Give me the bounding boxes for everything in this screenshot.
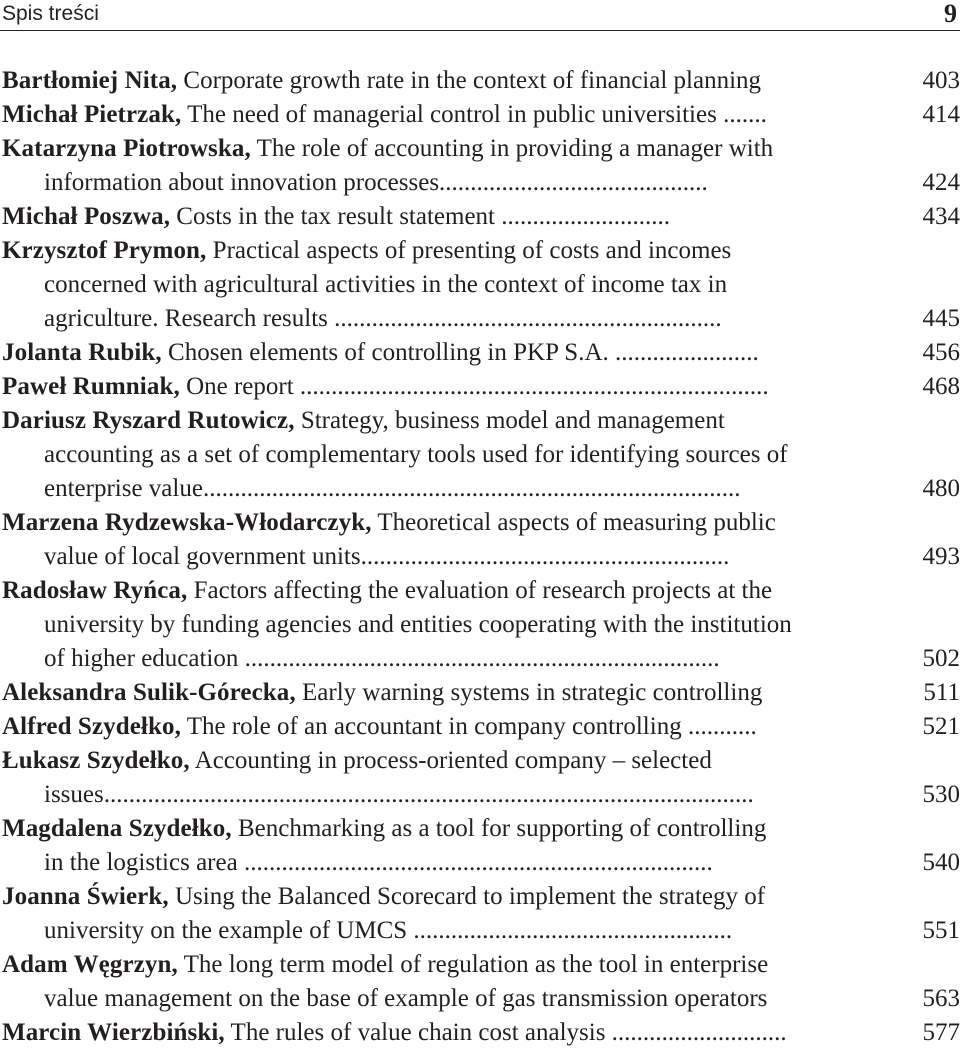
toc-page-number: 563 [922, 985, 960, 1012]
toc-title-text: The role of accounting in providing a manager with [250, 135, 774, 162]
toc-title-text: accounting as a set of complementary tools used for identifying sources of [44, 441, 788, 468]
toc-page-number: 540 [922, 849, 960, 876]
toc-entry-line [2, 438, 888, 472]
toc-entry-line [2, 370, 888, 404]
toc-entry-line [2, 744, 888, 778]
toc-author: Aleksandra Sulik-Górecka, [2, 679, 296, 706]
toc-title-text: university by funding agencies and entities cooperating with the institution [44, 611, 792, 638]
toc-entry[interactable] [2, 710, 960, 744]
toc-entry[interactable] [2, 880, 960, 948]
toc-page-number: 424 [922, 169, 960, 196]
toc-author: Michał Poszwa, [2, 203, 171, 230]
toc-title-text: value management on the base of example of gas transmission operators [44, 985, 768, 1012]
toc-entry-line [2, 268, 888, 302]
toc-page-number: 456 [922, 339, 960, 366]
toc-page-number: 414 [922, 101, 960, 128]
toc-title-text: university on the example of UMCS ................................................... [44, 917, 733, 944]
toc-entry[interactable] [2, 506, 960, 574]
header-page-number: 9 [944, 0, 957, 28]
toc-entry-line [2, 404, 888, 438]
toc-title-text: Corporate growth rate in the context of financial planning [177, 67, 762, 94]
toc-title-text: One report ........................................................................... [179, 373, 769, 400]
toc-entry-line [2, 676, 888, 710]
toc-entry-line [2, 336, 888, 370]
toc-entry[interactable] [2, 574, 960, 676]
toc-entry-line [2, 540, 888, 574]
toc-entry-line [2, 710, 888, 744]
toc-entry-line [2, 846, 888, 880]
toc-author: Jolanta Rubik, [2, 339, 162, 366]
toc-entry-line [2, 574, 888, 608]
toc-title-text: Accounting in process-oriented company – selected [189, 747, 712, 774]
toc-author: Dariusz Ryszard Rutowicz, [2, 407, 295, 434]
toc-title-text: in the logistics area ........................................................................... [44, 849, 713, 876]
toc-page-number: 434 [922, 203, 960, 230]
table-of-contents [2, 64, 960, 1050]
toc-entry-line [2, 948, 888, 982]
toc-page-number: 521 [922, 713, 960, 740]
toc-author: Michał Pietrzak, [2, 101, 182, 128]
toc-title-text: of higher education ............................................................................ [44, 645, 720, 672]
toc-page-number: 551 [922, 917, 960, 944]
toc-entry-line [2, 812, 888, 846]
toc-title-text: Benchmarking as a tool for supporting of controlling [231, 815, 767, 842]
toc-entry-line [2, 982, 888, 1016]
toc-entry[interactable] [2, 404, 960, 506]
toc-entry[interactable] [2, 370, 960, 404]
toc-author: Marcin Wierzbiński, [2, 1019, 225, 1046]
toc-entry[interactable] [2, 200, 960, 234]
toc-title-text: Early warning systems in strategic controlling [295, 679, 763, 706]
toc-title-text: The rules of value chain cost analysis ............................ [224, 1019, 787, 1046]
toc-title-text: The need of managerial control in public universities ....... [181, 101, 767, 128]
toc-page-number: 403 [922, 67, 960, 94]
toc-page-number: 480 [922, 475, 960, 502]
toc-title-text: value of local government units........................................................... [44, 543, 730, 570]
toc-title-text: agriculture. Research results .............................................................. [44, 305, 722, 332]
toc-entry[interactable] [2, 812, 960, 880]
header-title: Spis treści [2, 2, 99, 25]
toc-entry-line [2, 608, 888, 642]
toc-page-number: 502 [922, 645, 960, 672]
toc-entry[interactable] [2, 98, 960, 132]
toc-title-text: The role of an accountant in company controlling ........... [180, 713, 757, 740]
toc-entry-line [2, 234, 888, 268]
toc-author: Marzena Rydzewska-Włodarczyk, [2, 509, 372, 536]
toc-title-text: concerned with agricultural activities in the context of income tax in [44, 271, 728, 298]
toc-entry-line [2, 302, 888, 336]
toc-author: Krzysztof Prymon, [2, 237, 207, 264]
toc-entry-line [2, 1016, 888, 1050]
toc-title-text: The long term model of regulation as the tool in enterprise [177, 951, 769, 978]
toc-author: Radosław Ryńca, [2, 577, 188, 604]
toc-entry-line [2, 642, 888, 676]
toc-title-text: Costs in the tax result statement ........................... [170, 203, 670, 230]
toc-page-number: 445 [922, 305, 960, 332]
toc-author: Katarzyna Piotrowska, [2, 135, 251, 162]
toc-page-number: 468 [922, 373, 960, 400]
running-header [0, 0, 960, 31]
toc-entry-line [2, 98, 888, 132]
toc-entry-line [2, 64, 888, 98]
toc-title-text: enterprise value...................................................................................... [44, 475, 741, 502]
toc-entry-line [2, 914, 888, 948]
toc-entry-line [2, 778, 888, 812]
toc-entry-line [2, 132, 888, 166]
toc-title-text: issues........................................................................................................ [44, 781, 754, 808]
toc-entry-line [2, 472, 888, 506]
toc-page-number: 530 [922, 781, 960, 808]
toc-entry[interactable] [2, 744, 960, 812]
toc-entry[interactable] [2, 676, 960, 710]
toc-entry-line [2, 506, 888, 540]
toc-title-text: Chosen elements of controlling in PKP S.A. ....................... [161, 339, 759, 366]
toc-author: Bartłomiej Nita, [2, 67, 178, 94]
toc-author: Łukasz Szydełko, [2, 747, 190, 774]
toc-author: Paweł Rumniak, [2, 373, 180, 400]
toc-page-number: 493 [922, 543, 960, 570]
toc-page-number: 577 [922, 1019, 960, 1046]
toc-entry-line [2, 200, 888, 234]
toc-title-text: information about innovation processes........................................... [44, 169, 708, 196]
toc-title-text: Strategy, business model and management [294, 407, 725, 434]
toc-entry[interactable] [2, 64, 960, 98]
toc-title-text: Practical aspects of presenting of costs and incomes [206, 237, 732, 264]
toc-entry[interactable] [2, 948, 960, 1016]
toc-entry-line [2, 880, 888, 914]
toc-page-number: 511 [923, 679, 960, 706]
toc-author: Joanna Świerk, [2, 883, 169, 910]
toc-author: Adam Węgrzyn, [2, 951, 178, 978]
toc-entry[interactable] [2, 336, 960, 370]
toc-entry[interactable] [2, 234, 960, 336]
toc-entry[interactable] [2, 132, 960, 200]
toc-entry[interactable] [2, 1016, 960, 1050]
toc-author: Alfred Szydełko, [2, 713, 181, 740]
toc-entry-line [2, 166, 888, 200]
toc-title-text: Using the Balanced Scorecard to implement the strategy of [168, 883, 766, 910]
toc-title-text: Factors affecting the evaluation of research projects at the [187, 577, 773, 604]
toc-author: Magdalena Szydełko, [2, 815, 232, 842]
toc-title-text: Theoretical aspects of measuring public [371, 509, 776, 536]
